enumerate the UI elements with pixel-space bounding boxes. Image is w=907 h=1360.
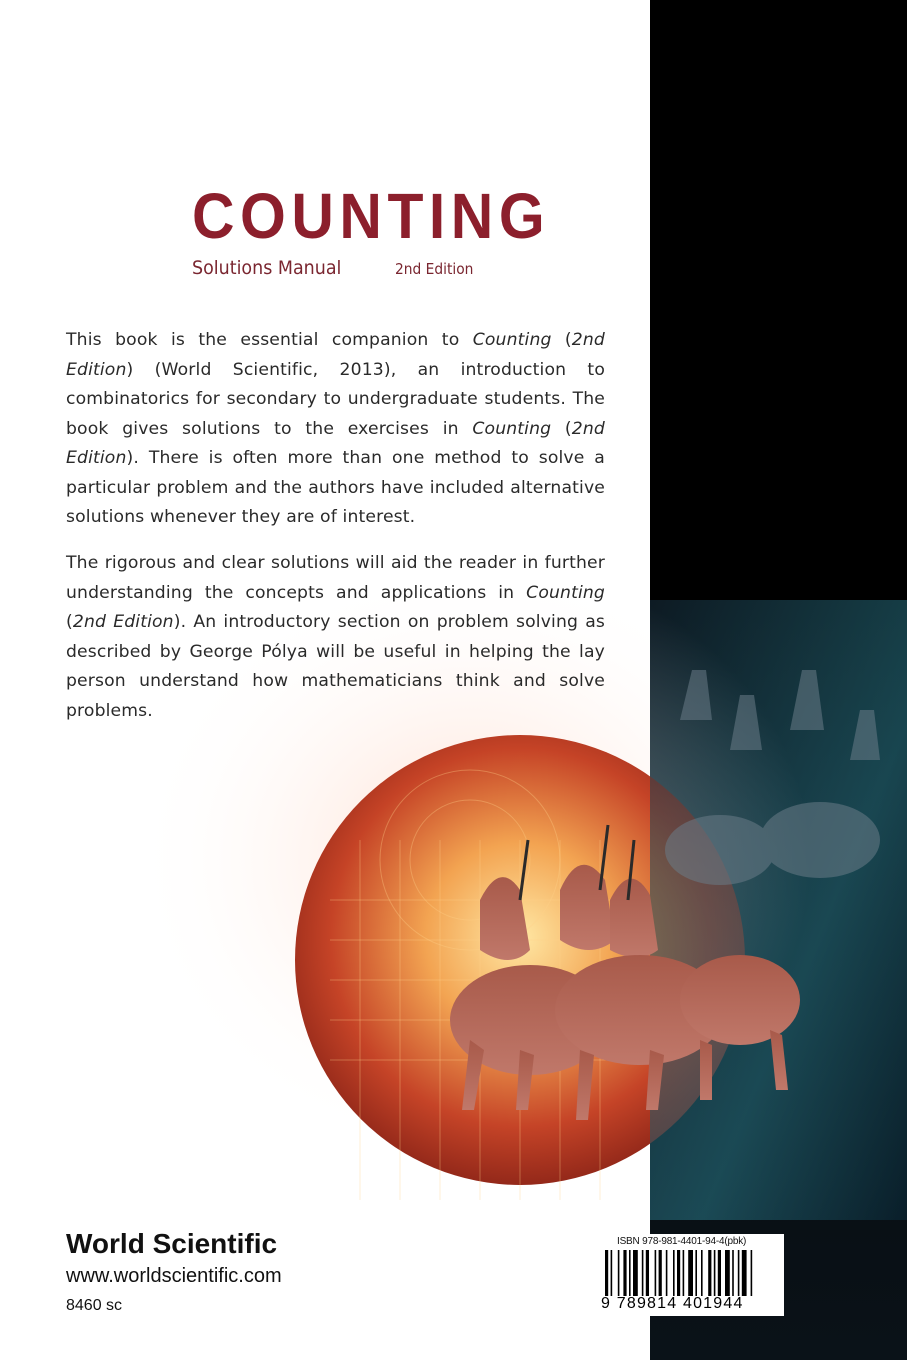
- publisher-name: World Scientific: [66, 1228, 278, 1259]
- book-edition: 2nd Edition: [395, 260, 474, 278]
- book-subtitle: Solutions Manual: [192, 257, 342, 279]
- barcode-digits: 9 789814 401944: [601, 1295, 744, 1312]
- isbn-label: ISBN 978-981-4401-94-4(pbk): [617, 1236, 747, 1247]
- blurb-paragraph-2: The rigorous and clear solutions will aid the reader in further understanding the concepts and applications in Counting (2nd Edition). An introductory section on problem solving as described by George Pólya will be useful in helping the lay person understand how mathematicians think and solve problems.: [66, 553, 605, 721]
- blurb-paragraph-1: This book is the essential companion to Counting (2nd Edition) (World Scientific, 2013), an introduction to combinatorics for secondary to undergraduate students. The book gives solutions to the exercises in Counting (2nd Edition). There is often more than one method to solve a particular problem and the authors have included alternative solutions whenever they are of interest.: [66, 330, 605, 527]
- publisher-website: www.worldscientific.com: [66, 1265, 282, 1287]
- catalog-code: 8460 sc: [66, 1297, 123, 1314]
- book-title: COUNTING: [192, 180, 551, 252]
- barcode-bars: [605, 1250, 777, 1296]
- isbn-barcode: [597, 1234, 784, 1316]
